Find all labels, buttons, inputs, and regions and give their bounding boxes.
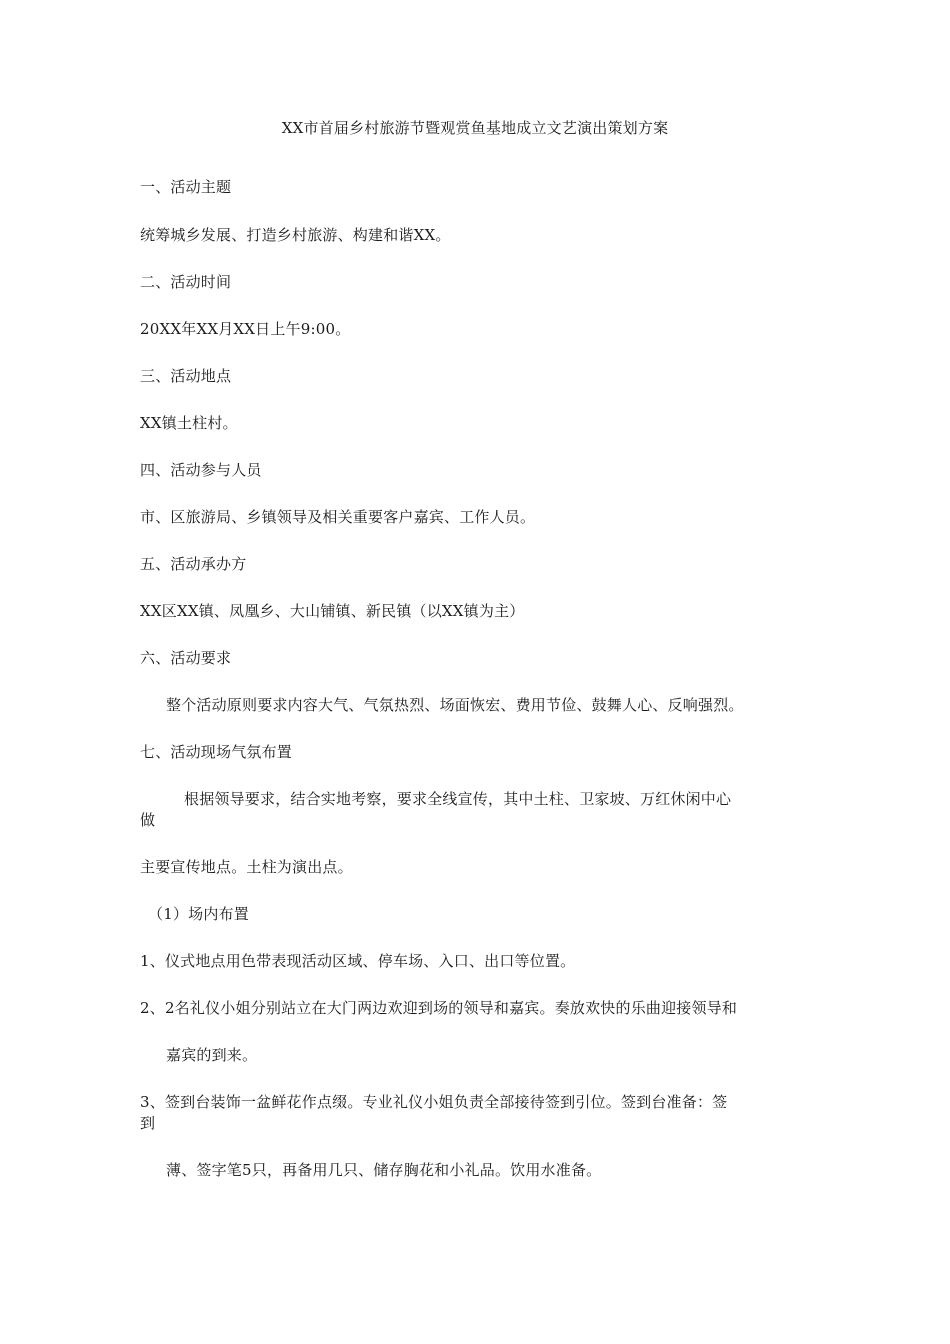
section-body-requirements: 整个活动原则要求内容大气、气氛热烈、场面恢宏、费用节俭、鼓舞人心、反响强烈。 (166, 696, 744, 714)
section-heading-organizers: 五、活动承办方 (140, 555, 247, 573)
section-heading-atmosphere: 七、活动现场气氛布置 (140, 743, 293, 761)
list-item-3-line-3: 薄、签字笔5只，再备用几只、储存胸花和小礼品。饮用水准备。 (166, 1161, 602, 1179)
list-item-2-line-1: 2、2名礼仪小姐分别站立在大门两边欢迎到场的领导和嘉宾。奏放欢快的乐曲迎接领导和 (140, 999, 738, 1017)
list-item-3-line-2: 到 (140, 1114, 156, 1132)
section-body-time: 20XX年XX月XX日上午9:00。 (140, 320, 351, 338)
list-item-1: 1、仪式地点用色带表现活动区域、停车场、入口、出口等位置。 (140, 952, 576, 970)
section-heading-time: 二、活动时间 (140, 273, 232, 291)
section-body-atmosphere-line-2: 做 (140, 811, 156, 829)
list-item-3-line-1: 3、签到台装饰一盆鲜花作点缀。专业礼仪小姐负责全部接待签到引位。签到台准备：签 (140, 1093, 728, 1111)
section-body-atmosphere-line-3: 主要宣传地点。土柱为演出点。 (140, 858, 353, 876)
section-heading-theme: 一、活动主题 (140, 178, 232, 196)
section-heading-requirements: 六、活动要求 (140, 649, 232, 667)
section-heading-location: 三、活动地点 (140, 367, 232, 385)
document-title: XX市首届乡村旅游节暨观赏鱼基地成立文艺演出策划方案 (281, 119, 669, 137)
section-body-atmosphere-line-1: 根据领导要求，结合实地考察，要求全线宣传，其中土柱、卫家坡、万红休闲中心 (184, 790, 732, 808)
section-body-organizers: XX区XX镇、凤凰乡、大山铺镇、新民镇（以XX镇为主） (140, 602, 525, 620)
section-body-participants: 市、区旅游局、乡镇领导及相关重要客户嘉宾、工作人员。 (140, 508, 536, 526)
subsection-heading-venue: （1）场内布置 (148, 905, 249, 923)
section-heading-participants: 四、活动参与人员 (140, 461, 262, 479)
section-body-location: XX镇土柱村。 (140, 414, 238, 432)
list-item-2-line-2: 嘉宾的到来。 (166, 1046, 258, 1064)
section-body-theme: 统筹城乡发展、打造乡村旅游、构建和谐XX。 (140, 226, 451, 244)
